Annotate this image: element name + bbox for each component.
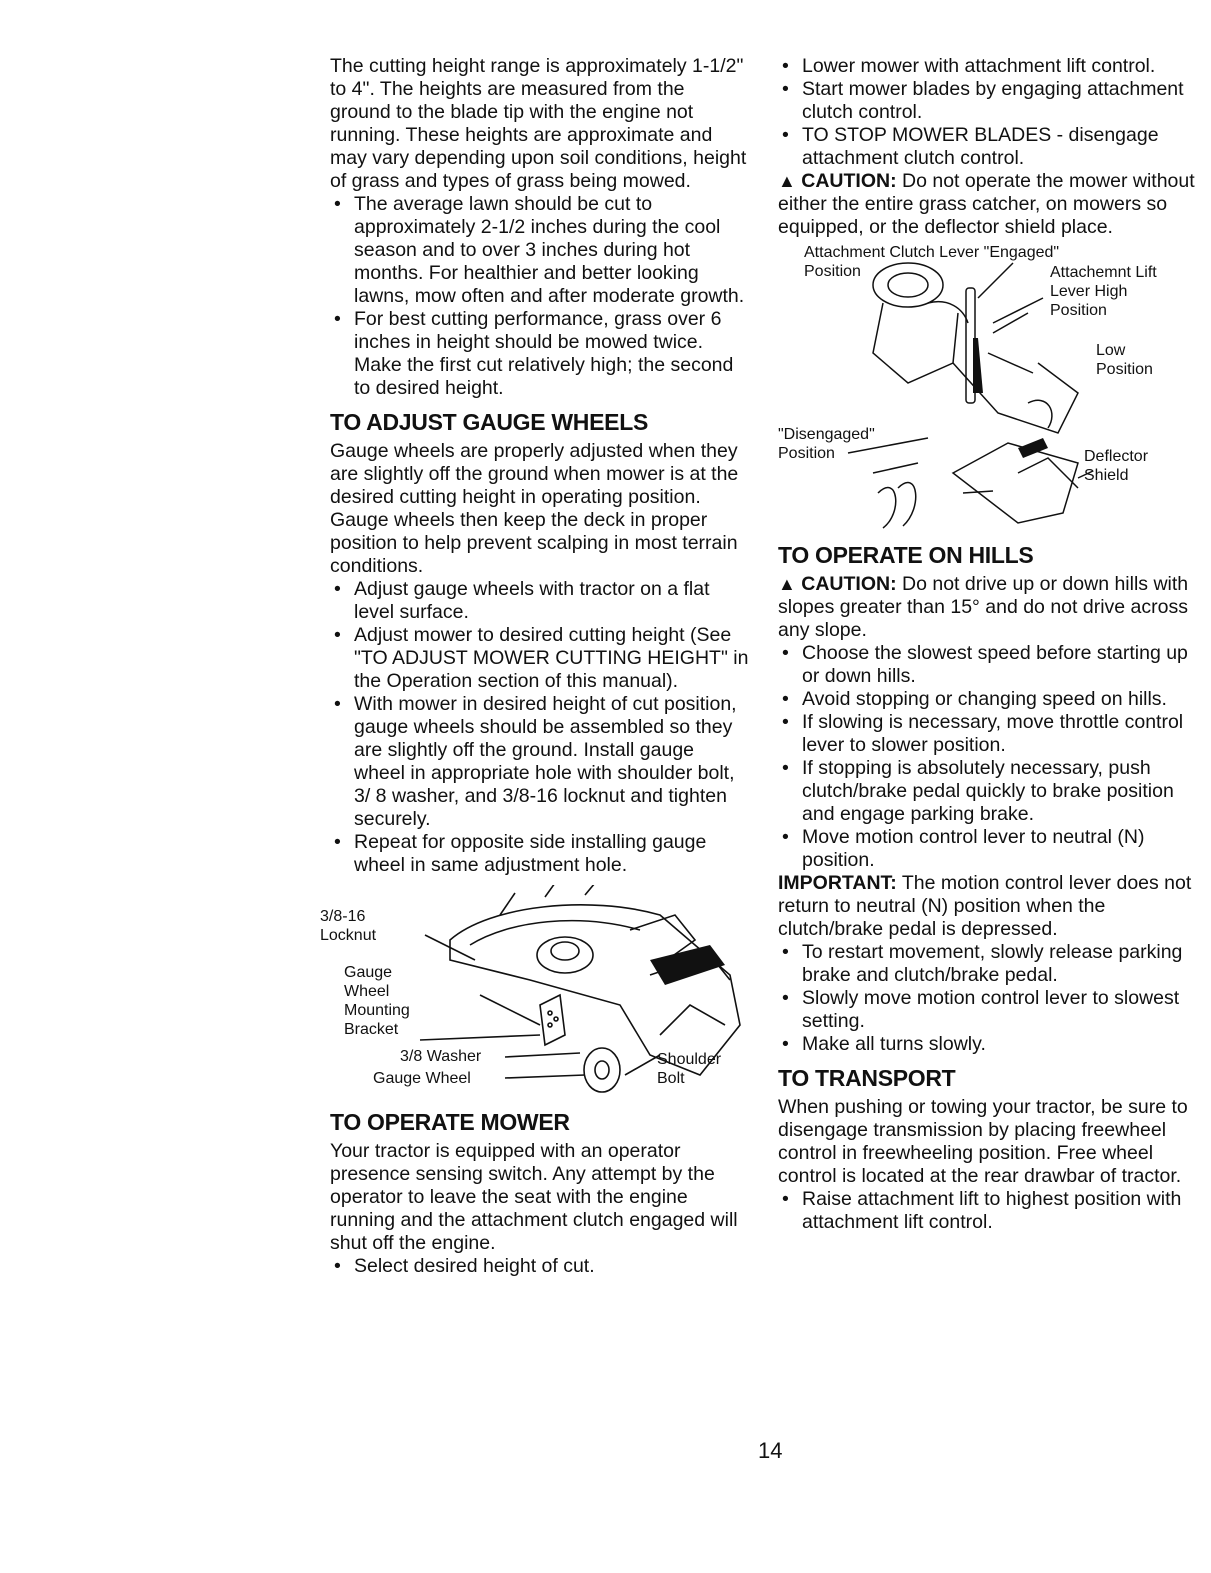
hills-bullet-list <box>778 642 1198 872</box>
gauge-wheel-label: Gauge Wheel <box>373 1070 471 1087</box>
caution-hills <box>778 573 1198 642</box>
cutting-height-intro: The cutting height range is approximately 1-1/2" to 4". The heights are measured from the ground to the blade tip with the engine not running. These heights are approximate and may vary depending upon soil conditions, height of grass and types of grass being mowed. <box>330 55 747 192</box>
list-item: • To restart movement, slowly release parking brake and clutch/brake pedal. <box>778 941 1198 987</box>
transport-text: When pushing or towing your tractor, be sure to disengage transmission by placing freewheel control in freewheeling position. Free wheel control is located at the rear drawbar of tractor. <box>778 1096 1188 1187</box>
engaged-position-label: Attachment Clutch Lever "Engaged" Position <box>804 244 1060 280</box>
bracket-label: Gauge Wheel Mounting Bracket <box>344 964 410 1038</box>
deflector-shield-label: Deflector Shield <box>1084 448 1149 484</box>
list-item: • For best cutting performance, grass over 6 inches in height should be mowed twice. Make the first cut relatively high; the second to desired height. <box>330 308 750 400</box>
warning-triangle-icon: ▲ <box>778 171 796 191</box>
list-item: • Make all turns slowly. <box>778 1033 1198 1056</box>
disengaged-position-label: "Disengaged" Position <box>778 426 875 462</box>
list-item: • Avoid stopping or changing speed on hills. <box>778 688 1198 711</box>
list-item: • The average lawn should be cut to approximately 2-1/2 inches during the cool season and to over 3 inches during hot months. For healthier and better looking lawns, mow often and after moderate growth. <box>330 193 750 308</box>
list-item: • Start mower blades by engaging attachment clutch control. <box>778 78 1198 124</box>
list-item: • With mower in desired height of cut position, gauge wheels should be assembled so they are slightly off the ground. Install gauge wheel in appropriate hole with shoulder bolt, 3/ 8 washer, and 3/8-16 locknut and tighten securely. <box>330 693 750 831</box>
transport-bullet-list <box>778 1188 1198 1234</box>
caution-label: CAUTION: <box>801 573 897 595</box>
transport-heading: TO TRANSPORT <box>778 1065 956 1091</box>
washer-label: 3/8 Washer <box>400 1048 482 1065</box>
left-column <box>320 55 750 1278</box>
list-item: • If slowing is necessary, move throttle control lever to slower position. <box>778 711 1198 757</box>
operate-mower-heading: TO OPERATE MOWER <box>330 1109 570 1135</box>
right-column <box>778 55 1198 1234</box>
important-bullet-list <box>778 941 1198 1056</box>
page-number: 14 <box>758 1438 783 1463</box>
top-bullet-list <box>778 55 1198 170</box>
important-label: IMPORTANT: <box>778 872 897 894</box>
list-item: • Repeat for opposite side installing gauge wheel in same adjustment hole. <box>330 831 750 877</box>
list-item: • Move motion control lever to neutral (N) position. <box>778 826 1198 872</box>
list-item: • If stopping is absolutely necessary, push clutch/brake pedal quickly to brake position and engage parking brake. <box>778 757 1198 826</box>
list-item: • TO STOP MOWER BLADES - disengage attachment clutch control. <box>778 124 1198 170</box>
list-item: • Slowly move motion control lever to slowest setting. <box>778 987 1198 1033</box>
intro-bullet-list <box>330 193 750 400</box>
caution-deflector <box>778 170 1198 239</box>
attachment-lever-figure <box>778 243 1198 533</box>
gauge-bullet-list <box>330 578 750 877</box>
lift-high-label: Attachemnt Lift Lever High Position <box>1050 264 1157 319</box>
shoulder-bolt-label: Shoulder Bolt <box>657 1051 722 1087</box>
caution-text: Do not operate the mower without either the entire grass catcher, on mowers so equipped, or the deflector shield place. <box>778 170 1195 238</box>
important-text: The motion control lever does not return to neutral (N) position when the clutch/brake pedal is depressed. <box>778 872 1192 940</box>
gauge-wheels-heading: TO ADJUST GAUGE WHEELS <box>330 409 648 435</box>
low-position-label: Low Position <box>1096 342 1153 378</box>
locknut-label: 3/8-16 Locknut <box>320 908 377 944</box>
list-item: • Choose the slowest speed before starting up or down hills. <box>778 642 1198 688</box>
list-item: • Raise attachment lift to highest position with attachment lift control. <box>778 1188 1198 1234</box>
list-item: • Adjust mower to desired cutting height (See "TO ADJUST MOWER CUTTING HEIGHT" in the Operation section of this manual). <box>330 624 750 693</box>
hills-heading: TO OPERATE ON HILLS <box>778 542 1034 568</box>
caution-text: Do not drive up or down hills with slopes greater than 15° and do not drive across any slope. <box>778 573 1189 641</box>
warning-triangle-icon: ▲ <box>778 574 796 594</box>
gauge-wheels-text: Gauge wheels are properly adjusted when they are slightly off the ground when mower is at the desired cutting height in operating position. Gauge wheels then keep the deck in proper position to help prevent scalping in most terrain conditions. <box>330 440 739 577</box>
operate-bullet-list <box>330 1255 750 1278</box>
list-item: • Adjust gauge wheels with tractor on a flat level surface. <box>330 578 750 624</box>
list-item: • Lower mower with attachment lift control. <box>778 55 1198 78</box>
operate-mower-text: Your tractor is equipped with an operator presence sensing switch. Any attempt by the operator to leave the seat with the engine running and the attachment clutch engaged will shut off the engine. <box>330 1140 738 1254</box>
important-note <box>778 872 1198 941</box>
caution-label: CAUTION: <box>801 170 897 192</box>
gauge-wheel-figure <box>320 885 750 1100</box>
list-item: • Select desired height of cut. <box>330 1255 750 1278</box>
